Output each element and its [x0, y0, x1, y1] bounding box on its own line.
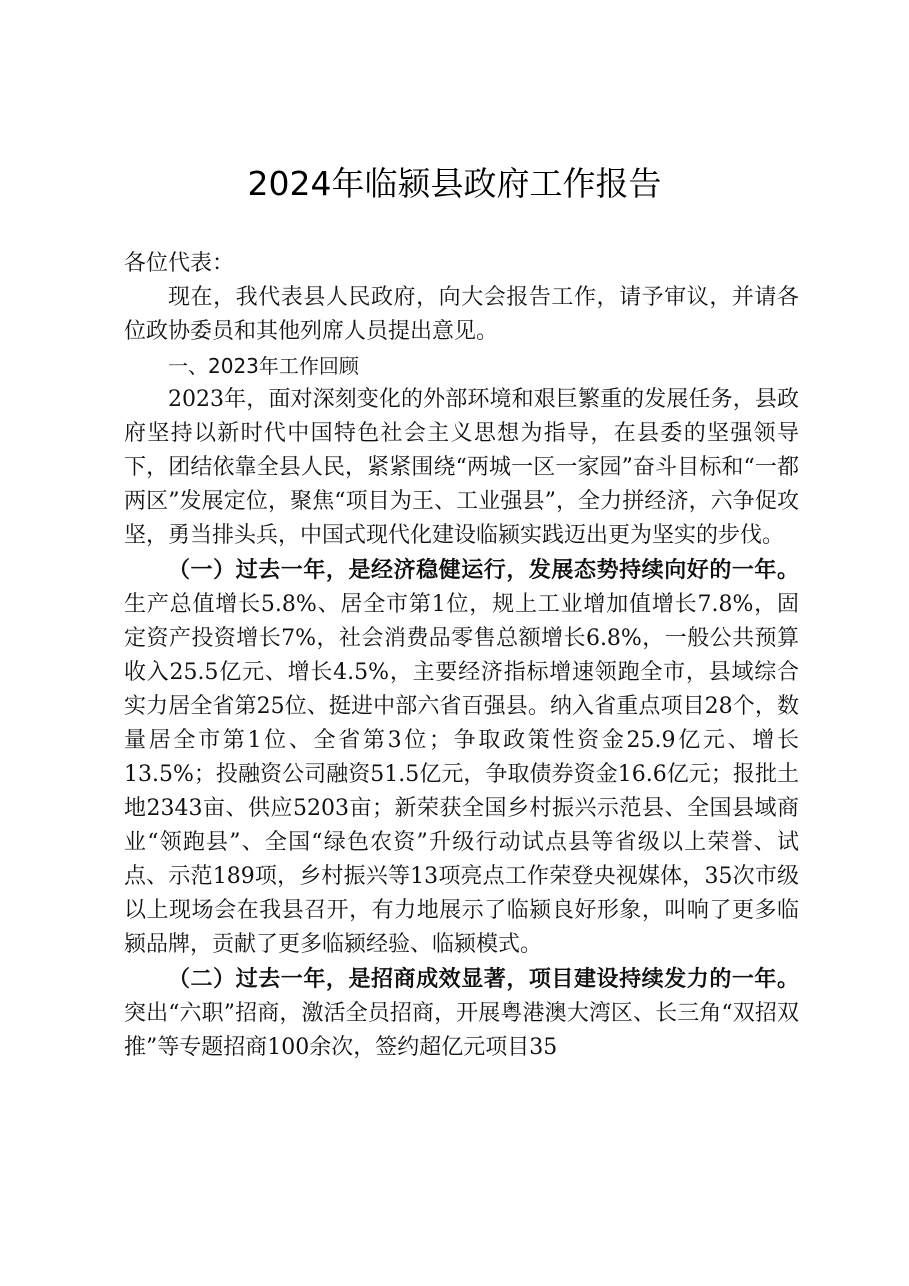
point-two-body: 突出“六职”招商，激活全员招商，开展粤港澳大湾区、长三角“双招双推”等专题招商100余次，签约超亿元项目35 — [124, 1001, 799, 1060]
overview-paragraph: 2023年，面对深刻变化的外部环境和艰巨繁重的发展任务，县政府坚持以新时代中国特色社会主义思想为指导，在县委的坚强领导下，团结依靠全县人民，紧紧围绕“两城一区一家园”奋斗目标和“一都两区”发展定位，聚焦“项目为王、工业强县”，全力拼经济，六争促攻坚，勇当排头兵，中国式现代化建设临颍实践迈出更为坚实的步伐。 — [124, 387, 799, 548]
intro-paragraph: 现在，我代表县人民政府，向大会报告工作，请予审议，并请各位政协委员和其他列席人员提出意见。 — [124, 285, 799, 344]
section-heading: 一、2023年工作回顾 — [168, 354, 359, 378]
salutation: 各位代表： — [124, 251, 235, 276]
document-title: 2024年临颍县政府工作报告 — [247, 164, 662, 203]
point-one-paragraph — [124, 553, 799, 962]
point-one-lead: （一）过去一年，是经济稳健运行，发展态势持续向好的一年。 — [168, 557, 799, 583]
point-two-lead: （二）过去一年，是招商成效显著，项目建设持续发力的一年。 — [168, 966, 799, 992]
point-one-body: 生产总值增长5.8%、居全市第1位，规上工业增加值增长7.8%，固定资产投资增长7%，社会消费品零售总额增长6.8%，一般公共预算收入25.5亿元、增长4.5%，主要经济指标增速领跑全市，县域综合实力居全省第25位、挺进中部六省百强县。纳入省重点项目28个，数量居全市第1位、全省第3位；争取政策性资金25.9亿元、增长13.5%；投融资公司融资51.5亿元，争取债券资金16.6亿元；报批土地2343亩、供应5203亩；新荣获全国乡村振兴示范县、全国县域商业“领跑县”、全国“绿色农资”升级行动试点县等省级以上荣誉、试点、示范189项，乡村振兴等13项亮点工作荣登央视媒体，35次市级以上现场会在我县召开，有力地展示了临颍良好形象，叫响了更多临颍品牌，贡献了更多临颍经验、临颍模式。 — [124, 592, 799, 957]
point-two-paragraph — [124, 962, 799, 1065]
document-body — [124, 247, 799, 1065]
